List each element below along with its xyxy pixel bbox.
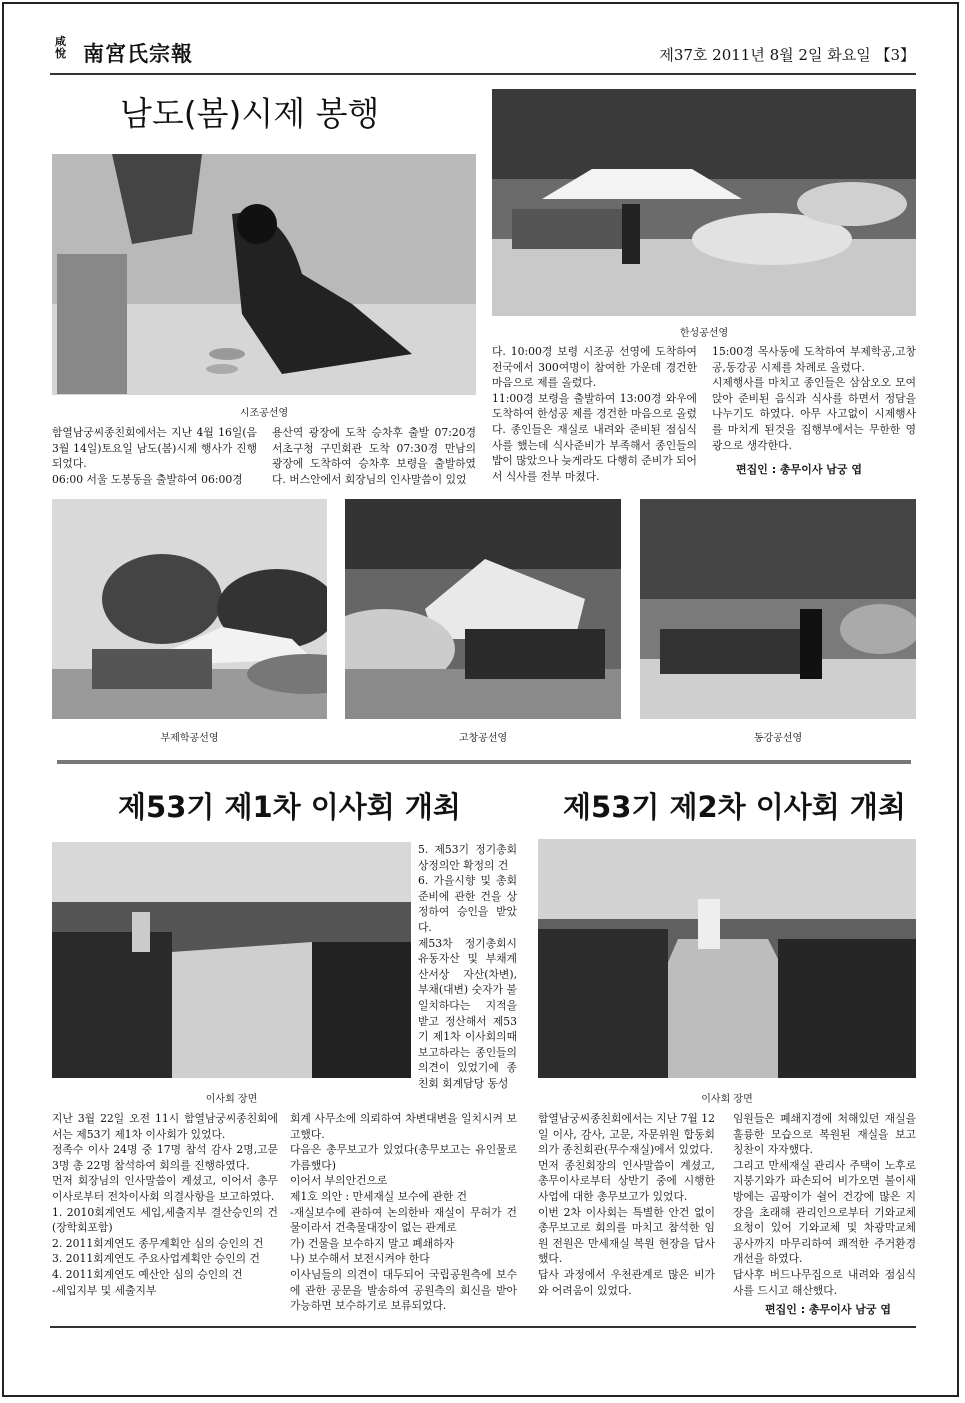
photo-caption-donggang: 동강공선영 xyxy=(753,733,803,744)
photo-donggang xyxy=(640,499,916,719)
article2-col2: 회계 사무소에 의뢰하여 차변대변을 일치시켜 보고했다. 다음은 총무보고가 있었다(총무보고는 유인물로 가름했다) 이어서 부의안건으로 제1호 의안 : 만세재실 보수에 관한 건 -재실보수에 관하여 논의한바 재실이 무허가 건물이라서 건축물대장이 없는 관계로 가) 건물을 보수하지 말고 폐쇄하자 나) 보수해서 보전시켜야 한다 이사님들의 의견이 대두되어 국립공원측에 보수에 관한 공문을 발송하여 공원측의 회신을 받아 가능하면 보수하기로 보류되었다. xyxy=(290,1112,517,1313)
photo-caption-meeting-1: 이사회 장면 xyxy=(205,1094,258,1105)
article2-headline: 제53기 제1차 이사회 개최 xyxy=(118,790,461,824)
article1-credit: 편집인 : 총무이사 남궁 엽 xyxy=(736,463,862,476)
photo-caption-bujehakgong: 부제학공선영 xyxy=(160,733,219,744)
bottom-rule xyxy=(50,1326,916,1328)
photo-caption-sijogong: 시조공선영 xyxy=(239,408,289,419)
article1-col4: 15:00경 목사동에 도착하여 부제학공,고창공,동강공 시제를 차례로 올렸다. 시제행사를 마치고 종인들은 삼삼오오 모여 앉아 준비된 음식과 식사를 하면서 정담을 나누기도 하였다. 아무 사고없이 시제행사를 마치게 된것을 집행부에서는 무한한 영광으로 생각한다. xyxy=(712,345,916,452)
section-divider xyxy=(57,760,911,764)
article3-headline: 제53기 제2차 이사회 개최 xyxy=(563,790,906,824)
top-rule xyxy=(50,73,916,75)
photo-board-meeting-2 xyxy=(538,839,916,1078)
masthead-seal: 咸悅 xyxy=(55,35,66,60)
photo-board-meeting-1 xyxy=(52,842,411,1078)
photo-hanseonggong xyxy=(492,89,916,316)
article3-col1: 함열남궁씨종친회에서는 지난 7월 12일 이사, 감사, 고문, 자문위원 합동회의가 종친회관(무수재실)에서 있었다. 먼저 종친회장의 인사말씀이 계셨고,총무이사로부터 상반기 중에 시행한 사업에 대한 총무보고가 있었다. 이번 2차 이사회는 특별한 안건 없이 총무보고로 회의를 마치고 참석한 임원 전원은 만세재실 복원 현장을 답사했다. 답사 과정에서 우천관계로 많은 비가와 어려움이 있었다. xyxy=(538,1112,715,1297)
issue-info: 제37호 2011년 8월 2일 화요일 【3】 xyxy=(659,46,915,64)
article1-col1: 함열남궁씨종친회에서는 지난 4월 16일(음 3월 14일)토요일 남도(봄)시제 행사가 진행되었다. 06:00 서울 도봉동을 출발하여 06:00경 xyxy=(52,426,257,486)
photo-caption-meeting-2: 이사회 장면 xyxy=(701,1094,753,1105)
article1-col2: 용산역 광장에 도착 승차후 출발 07:20경 서초구청 구민회관 도착 07:30경 만남의 광장에 도착하여 승차후 보령을 출발하였다. 버스안에서 회장님의 인사말씀이 있었 xyxy=(272,426,476,486)
article2-col1: 지난 3월 22일 오전 11시 함열남궁씨종친회에서는 제53기 제1차 이사회가 있었다. 정족수 이사 24명 중 17명 참석 감사 2명,고문 3명 총 22명 참석하여 회의를 진행하였다. 먼저 회장님의 인사말씀이 계셨고, 이어서 총무이사로부터 전차이사회 의결사항을 보고하였다. 1. 2010회계연도 세입,세출지부 결산승인의 건(장학회포함) 2. 2011회계연도 종무계획안 심의 승인의 건 3. 2011회계연도 주요사업계획안 승인의 건 4. 2011회계연도 예산안 심의 승인의 건 -세입지부 및 세출지부 xyxy=(52,1112,278,1297)
newspaper-title: 南宮氏宗報 xyxy=(83,41,193,66)
photo-caption-hanseonggong: 한성공선영 xyxy=(679,328,729,339)
photo-caption-gochanggong: 고창공선영 xyxy=(458,733,508,744)
photo-bujehakgong xyxy=(52,499,327,719)
article1-col3: 다. 10:00경 보령 시조공 선영에 도착하여 전국에서 300여명이 참여한 가운데 경건한 마음으로 제를 올렸다. 11:00경 보령을 출발하여 13:00경 와우에 도착하여 한성공 제를 경건한 마음으로 올렸다. 종인들은 재실로 내려와 준비된 점심식사를 했는데 식사준비가 부족해서 종인들의 밥이 많았으나 늦게라도 다행히 준비가 되어서 식사를 전부 마쳤다. xyxy=(492,345,697,483)
article1-headline: 남도(봄)시제 봉행 xyxy=(120,94,380,133)
photo-sijogong xyxy=(52,154,476,395)
article3-credit: 편집인 : 총무이사 남궁 엽 xyxy=(765,1303,891,1316)
photo-gochanggong xyxy=(345,499,621,719)
article2-side-col: 5. 제53기 정기총회 상정의안 확정의 건 6. 가을시향 및 총회준비에 관한 건을 상정하여 승인을 받았다. 제53차 정기총회시 유동자산 및 부채계산서상 자산(차변), 부채(대변) 숫자가 불일치하다는 지적을 받고 정산해서 제53기 제1차 이사회의때 보고하라는 종인들의 의견이 있었기에 종친회 회계담당 동성 xyxy=(418,843,517,1090)
article3-col2: 임원들은 폐쇄지경에 처해있던 재실을 훌륭한 모습으로 복원된 재실을 보고 칭찬이 자자했다. 그리고 만세재실 관리사 주택이 노후로 지붕기와가 파손되어 비가오면 불이새 방에는 곰팡이가 쉴어 건강에 많은 지장을 초래해 관리인으로부터 기와교체 요청이 있어 기와교체 및 차광막교체 공사까지 마무리하여 쾌적한 주거환경개선을 하였다. 답사후 버드나무집으로 내려와 점심식사를 드시고 해산했다. xyxy=(733,1112,916,1297)
